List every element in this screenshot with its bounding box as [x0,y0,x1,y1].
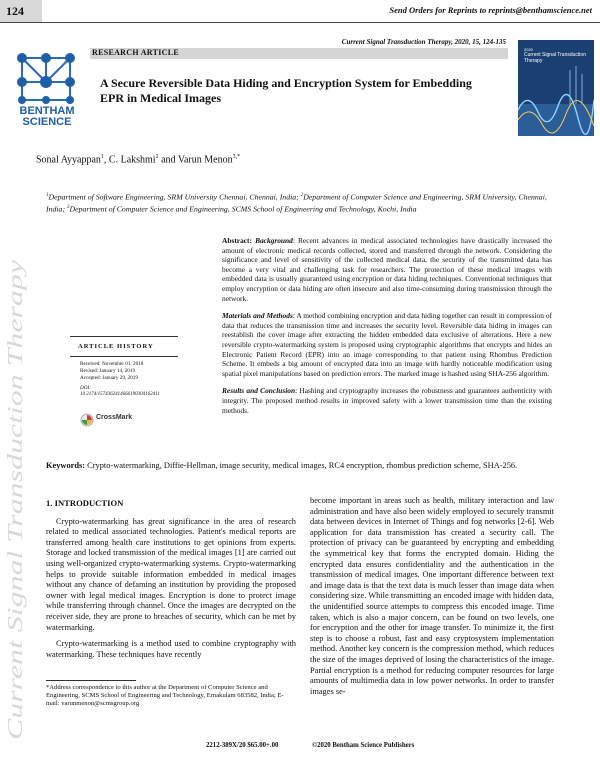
history-mid-rule [70,356,178,357]
abstract-bg-label: Background [255,236,293,245]
keywords [46,460,556,471]
copyright: ©2020 Bentham Science Publishers [312,742,415,749]
cover-title: Current Signal Transduction Therapy [524,52,586,64]
top-divider [0,22,600,23]
cover-year: 2020 [524,47,533,52]
abstract-rc-text: : Hashing and cryptography increases the robustness and guarantees authenticity with integrity. The proposed method results in improved safety with a lower transmission time than the existing methods. [222,386,552,415]
abstract-mm-label: Materials and Methods [222,311,293,321]
intro-heading: 1. INTRODUCTION [46,498,124,508]
author-1-sup: 1 [100,154,104,160]
affil-3: Department of Computer Science and Engineering, SCMS School of Engineering and Technology, Kochi, India [69,204,417,214]
affil-3-sup: 3 [67,204,70,210]
intro-paragraph-2: Crypto-watermarking is a method used to combine cryptography with watermarking. These techniques have recently [46,639,296,659]
title-line-1: A Secure Reversible Data Hiding and Encryption System for Embedding [100,76,472,90]
author-2-sup: 2 [155,154,159,160]
abstract [222,236,552,423]
body-column-left [46,498,296,666]
author-1: Sonal Ayyappan [36,154,101,166]
publisher-line-1: BENTHAM [19,105,75,117]
affil-1: Department of Software Engineering, SRM University Chennai, Chennai, India; [48,192,301,202]
history-accepted: Accepted: January 29, 2019 [80,375,138,381]
abstract-lead: Abstract: [222,236,256,245]
publisher-line-2: SCIENCE [22,116,72,128]
issn-price: 2212-389X/20 $65.00+.00 [206,742,279,749]
side-journal-text: Current Signal Transduction Therapy [3,424,27,740]
footnote-rule [46,680,136,681]
affil-1-sup: 1 [46,193,49,198]
abstract-methods [222,311,552,378]
author-3-sup: 3,* [232,154,241,160]
article-history-title: ARTICLE HISTORY [78,343,154,350]
intro-paragraph-1: Crypto-watermarking has great significance in the area of research related to medical associated technologies. Patient's medical reports are transferred among health care institutions to get opinions from experts. Storage and locked transmission of the medical images [1] are carried out using well-organized crypto-watermarking systems. Crypto-watermarking helps to provide suitable information embedded in medical images without any chance of defaming an institution by providing the proposed owner with legal medical images. Encryption is done to protect image while transferring through channel. Once the images are decrypted on the receiver side, they are prone to breaches of security, which can be met by watermarking. [46,516,296,632]
doi-link[interactable]: 10.2174/1574362414666190304162411 [80,392,160,397]
intro-paragraph-3: become important in areas such as health, military interaction and law administration and have also been widely employed to securely transmit data between devices in Internet of Things and fog networks [2-6]. Web application for data transmission has created a security call. The protection of privacy can be guaranteed by encrypting and embedding the symmetrical key that forms the encrypted domain. Hiding the encrypted data ensures confidentiality and the authentication in the transmission of medical images. One important difference between text and image data is that the text data is much lesser than image data when considering size. While transmitting an encoded image with hidden data, the unidentified source attempts to compress this encoded image. Time taken, which is also a major concern, can be found on two levels, one for encryption and the other for image transfer. To minimize it, the first step is to choose a robust, fast and easy cryptosystem implementation method. Another key concern is the compression method, which reduces the size of the images deprived of losing the characteristics of the image. Partial encryption is a method for reducing computer resources for large amounts of multimedia data in low power networks. In order to transfer images se- [310,496,554,696]
title-line-2: EPR in Medical Images [100,91,221,105]
abstract-mm-text: : A method combining encryption and data hiding together can result in compression of data that reduces the transmission time and increases the security level. Reversible data hiding in images can reestablish the cover image after extracting the hidden embedded data exclusive of alterations. Here a new reversible crypto-watermarking system is proposed using cryptographic algorithms that encrypts and hides an Electronic Patient Record (EPR) into an image corresponding to that patient using Rhombus Prediction Scheme. It embeds a big amount of encrypted data into an image with hardly noticeable modification using spatial pixel manipulations based on prediction errors. The marked image is hashed using SHA-256 algorithm. [222,311,553,378]
affiliations [46,191,566,214]
history-revised: Revised: January 14, 2019 [80,368,136,374]
abstract-bg-text: : Recent advances in medical associated technologies have drastically increased the amount of electronic medical records collected, stored and transferred through the network. Considering the significance and level of sensitivity of the collected medical data, the security of the transmitted data has become a very vital and challenging task for researchers. The protection of these medical images with embedded data is usually guaranteed using encryption or data hiding techniques. Conventional techniques that employ encryption or data hiding are often insecure and also time-consuming during transmission through the network. [222,236,552,303]
side-journal-watermark [0,250,36,750]
crossmark-label[interactable]: CrossMark [96,414,133,421]
body-column-right [310,496,554,703]
abstract-results [222,386,552,415]
abstract-rc-label: Results and Conclusion [222,386,296,396]
affil-2: Department of Computer Science and Engineering, SRM University, Chennai, India; [46,192,547,214]
author-2: , C. Lakshmi [103,154,156,166]
keywords-text: Crypto-watermarking, Diffie-Hellman, image security, medical images, RC4 encryption, rhombus prediction scheme, SHA-256. [85,461,518,470]
abstract-background [222,236,552,303]
doi-label: DOI: [80,385,91,391]
article-title [100,76,508,106]
section-label: RESEARCH ARTICLE [92,48,179,57]
author-3: and Varun Menon [158,154,233,166]
keywords-label: Keywords: [46,461,86,470]
journal-citation: Current Signal Transduction Therapy, 2020, 15, 124-135 [341,38,506,46]
affil-2-sup: 2 [300,193,304,198]
author-list [36,154,240,165]
page-number: 124 [6,4,24,18]
history-top-rule [70,336,178,337]
reprints-notice: Send Orders for Reprints to reprints@benthamscience.net [389,5,592,15]
history-received: Received: November 01, 2018 [80,361,144,367]
correspondence-footnote: *Address correspondence to this author at the Department of Computer Science and Engineering, SCMS School of Engineering and Technology, Ernakulam 683582, India; E-mail: varunmenon@scmsgroup.org [46,684,284,707]
publisher-name [4,106,90,128]
